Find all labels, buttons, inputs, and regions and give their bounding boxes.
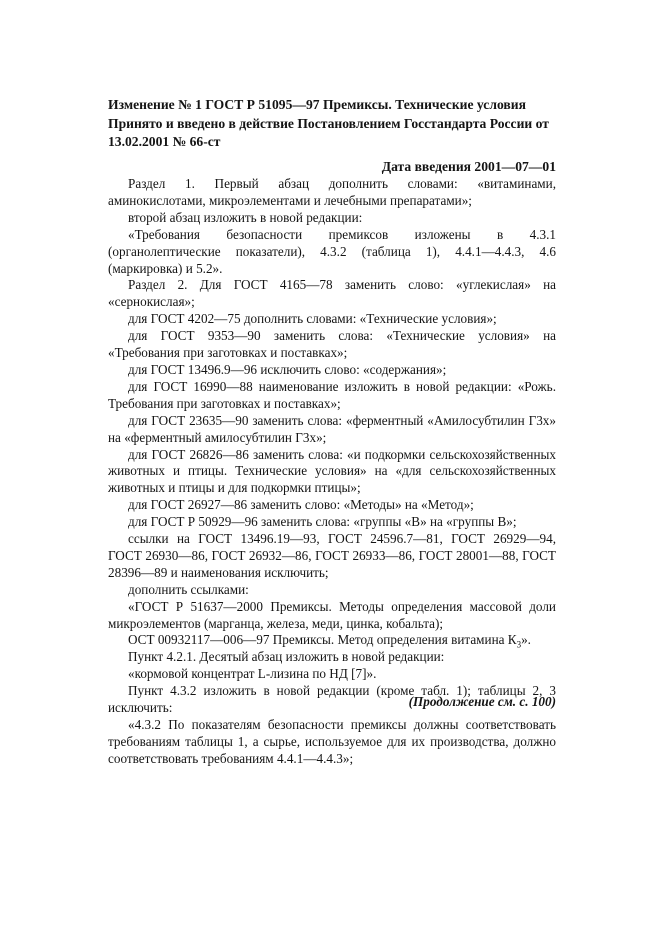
paragraph: Раздел 1. Первый абзац дополнить словами: «витаминами, аминокислотами, микроэлементами и лечебными препаратами»; — [108, 176, 556, 208]
paragraph: «4.3.2 По показателям безопасности премиксы должны соответствовать требованиям таблицы 1, а сырье, используемое для их производства, должно соответствовать требованиям 4.4.1—4.4.3»; — [108, 717, 556, 766]
vitamin-subscript: 3 — [516, 640, 522, 651]
paragraph: для ГОСТ 13496.9—96 исключить слово: «содержания»; — [128, 361, 447, 377]
paragraph-vitamin — [108, 632, 556, 649]
paragraph: для ГОСТ 16990—88 наименование изложить в новой редакции: «Рожь. Требования при заготовках и поставках»; — [108, 378, 556, 411]
paragraph: для ГОСТ 26927—86 заменить слово: «Методы» на «Метод»; — [128, 497, 474, 513]
paragraph: второй абзац изложить в новой редакции: — [128, 209, 363, 225]
vitamin-text: ОСТ 00932117—006—97 Премиксы. Метод определения витамина К — [128, 632, 517, 648]
amendment-title: Изменение № 1 ГОСТ Р 51095—97 Премиксы. Технические условия — [108, 97, 526, 112]
paragraph: ссылки на ГОСТ 13496.19—93, ГОСТ 24596.7—81, ГОСТ 26929—94, ГОСТ 26930—86, ГОСТ 26932—86, ГОСТ 26933—86, ГОСТ 28001—88, ГОСТ 28396—89 и наименования исключить; — [108, 531, 556, 580]
paragraph: для ГОСТ 26826—86 заменить слова: «и подкормки сельскохозяйственных животных и птицы. Технические условия» на «для сельскохозяйственных животных и птицы и для подкормки птицы»; — [108, 446, 556, 496]
paragraph: для ГОСТ 23635—90 заменить слова: «ферментный «Амилосубтилин Г3х» на «ферментный амилосубтилин Г3х»; — [108, 412, 556, 445]
paragraph: для ГОСТ 9353—90 заменить слова: «Технические условия» на «Требования при заготовках и поставках»; — [108, 328, 556, 361]
paragraph: Пункт 4.2.1. Десятый абзац изложить в новой редакции: — [128, 649, 445, 665]
paragraph: «ГОСТ Р 51637—2000 Премиксы. Методы определения массовой доли микроэлементов (марганца, железа, меди, цинка, кобальта); — [108, 598, 556, 631]
effective-date: Дата введения 2001—07—01 — [381, 158, 556, 174]
paragraph: для ГОСТ Р 50929—96 заменить слова: «группы «В» на «группы В»; — [128, 514, 517, 530]
adoption-statement: Принято и введено в действие Постановлением Госстандарта России от 13.02.2001 № 66-ст — [108, 115, 549, 149]
paragraph: «Требования безопасности премиксов изложены в 4.3.1 (органолептические показатели), 4.3.2 (таблица 1), 4.4.1—4.4.3, 4.6 (маркировка) и 5.2». — [108, 226, 556, 276]
document-header — [108, 96, 556, 176]
paragraph: для ГОСТ 4202—75 дополнить словами: «Технические условия»; — [128, 311, 497, 327]
paragraph: «кормовой концентрат L-лизина по НД [7]». — [128, 666, 377, 682]
vitamin-tail: ». — [521, 632, 531, 648]
paragraph: Раздел 2. Для ГОСТ 4165—78 заменить слово: «углекислая» на «сернокислая»; — [108, 277, 556, 310]
paragraph: дополнить ссылками: — [128, 581, 249, 597]
continuation-note: (Продолжение см. с. 100) — [408, 694, 556, 709]
amendment-body — [108, 176, 556, 768]
paragraph: Пункт 4.3.2 изложить в новой редакции (кроме табл. 1); таблицы 2, 3 исключить: — [108, 683, 556, 716]
